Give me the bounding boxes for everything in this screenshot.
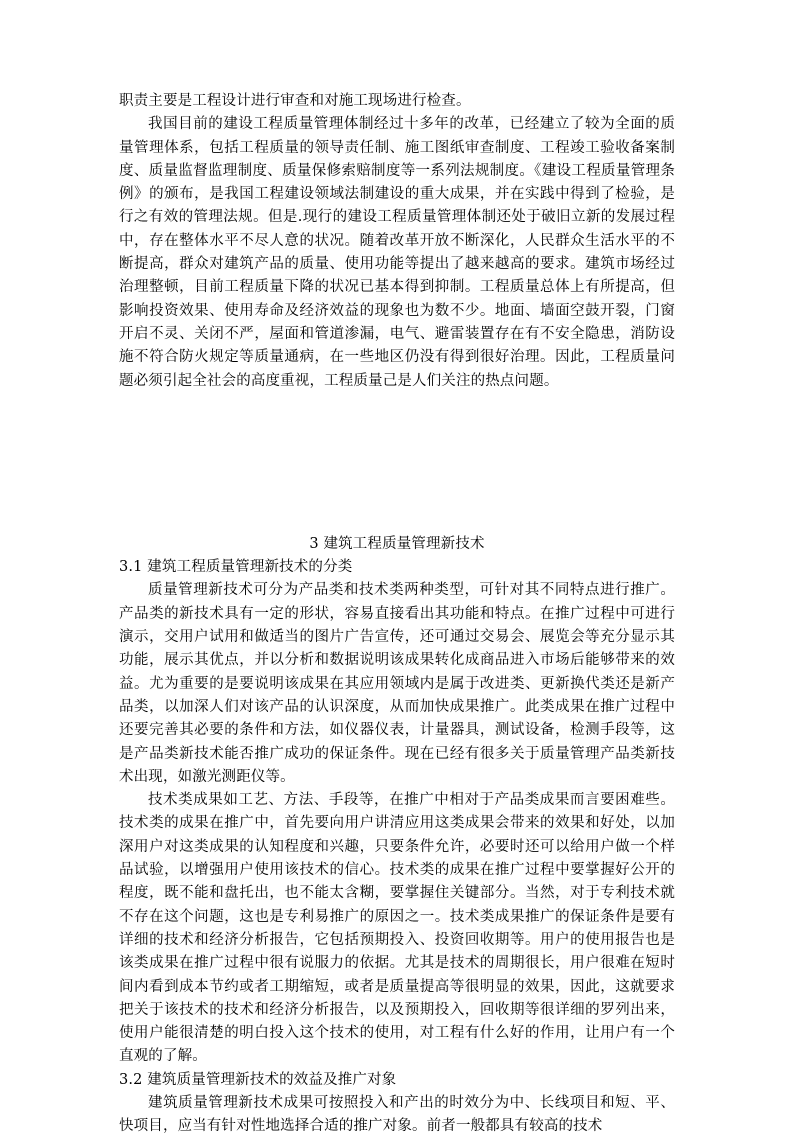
intro-continuation: 职责主要是工程设计进行审查和对施工现场进行检查。 bbox=[119, 93, 471, 109]
section-heading-3-1: 3.1 建筑工程质量管理新技术的分类 bbox=[119, 559, 353, 576]
chapter-title: 3 建筑工程质量管理新技术 bbox=[309, 535, 485, 552]
body-paragraph: 建筑质量管理新技术成果可按照投入和产出的时效分为中、长线项目和短、平、快项目，应当有针对性地选择合适的推广对象。前者一般都具有较高的技术 bbox=[119, 1094, 675, 1135]
body-paragraph: 质量管理新技术可分为产品类和技术类两种类型，可针对其不同特点进行推广。产品类的新技术具有一定的形状，容易直接看出其功能和特点。在推广过程中可进行演示，交用户试用和做适当的图片广告宣传，还可通过交易会、展览会等充分显示其功能，展示其优点，并以分析和数据说明该成果转化成商品进入市场后能够带来的效益。尤为重要的是要说明该成果在其应用领域内是属于改进类、更新换代类还是新产品类，以加深人们对该产品的认识深度，从而加快成果推广。此类成果在推广过程中还要完善其必要的条件和方法，如仪器仪表，计量器具，测试设备，检测手段等，这是产品类新技术能否推广成功的保证条件。现在已经有很多关于质量管理产品类新技术出现，如激光测距仪等。 bbox=[119, 582, 675, 785]
body-paragraph: 技术类成果如工艺、方法、手段等，在推广中相对于产品类成果而言要困难些。技术类的成果在推广中，首先要向用户讲清应用这类成果会带来的效果和好处，以加深用户对这类成果的认知程度和兴趣，只要条件允许，必要时还可以给用户做一个样品试验，以增强用户使用该技术的信心。技术类的成果在推广过程中要掌握好公开的程度，既不能和盘托出，也不能太含糊，要掌握住关键部分。当然，对于专利技术就不存在这个问题，这也是专利易推广的原因之一。技术类成果推广的保证条件是要有详细的技术和经济分析报告，它包括预期投入、投资回收期等。用户的使用报告也是该类成果在推广过程中很有说服力的依据。尤其是技术的周期很长，用户很难在短时间内看到成本节约或者工期缩短，或者是质量提高等很明显的效果，因此，这就要求把关于该技术的技术和经济分析报告，以及预期投入，回收期等很详细的罗列出来，使用户能很清楚的明白投入这个技术的使用，对工程有什么好的作用，让用户有一个直观的了解。 bbox=[119, 792, 675, 1065]
document-page bbox=[119, 90, 675, 1139]
intro-paragraph: 我国目前的建设工程质量管理体制经过十多年的改革，已经建立了较为全面的质量管理体系，包括工程质量的领导责任制、施工图纸审查制度、工程竣工验收备案制度、质量监督监理制度、质量保修索赔制度等一系列法规制度。《建设工程质量管理条例》的颁布，是我国工程建设领域法制建设的重大成果，并在实践中得到了检验，是行之有效的管理法规。但是.现行的建设工程质量管理体制还处于破旧立新的发展过程中，存在整体水平不尽人意的状况。随着改革开放不断深化，人民群众生活水平的不断提高，群众对建筑产品的质量、使用功能等提出了越来越高的要求。建筑市场经过治理整顿，目前工程质量下降的状况已基本得到抑制。工程质量总体上有所提高，但影响投资效果、使用寿命及经济效益的现象也为数不少。地面、墙面空鼓开裂，门窗开启不灵、关闭不严，屋面和管道渗漏，电气、避雷装置存在有不安全隐患，消防设施不符合防火规定等质量通病，在一些地区仍没有得到很好治理。因此，工程质量问题必须引起全社会的高度重视，工程质量己是人们关注的热点问题。 bbox=[119, 116, 675, 389]
section-heading-3-2: 3.2 建筑质量管理新技术的效益及推广对象 bbox=[119, 1071, 397, 1088]
section-gap bbox=[119, 393, 675, 533]
